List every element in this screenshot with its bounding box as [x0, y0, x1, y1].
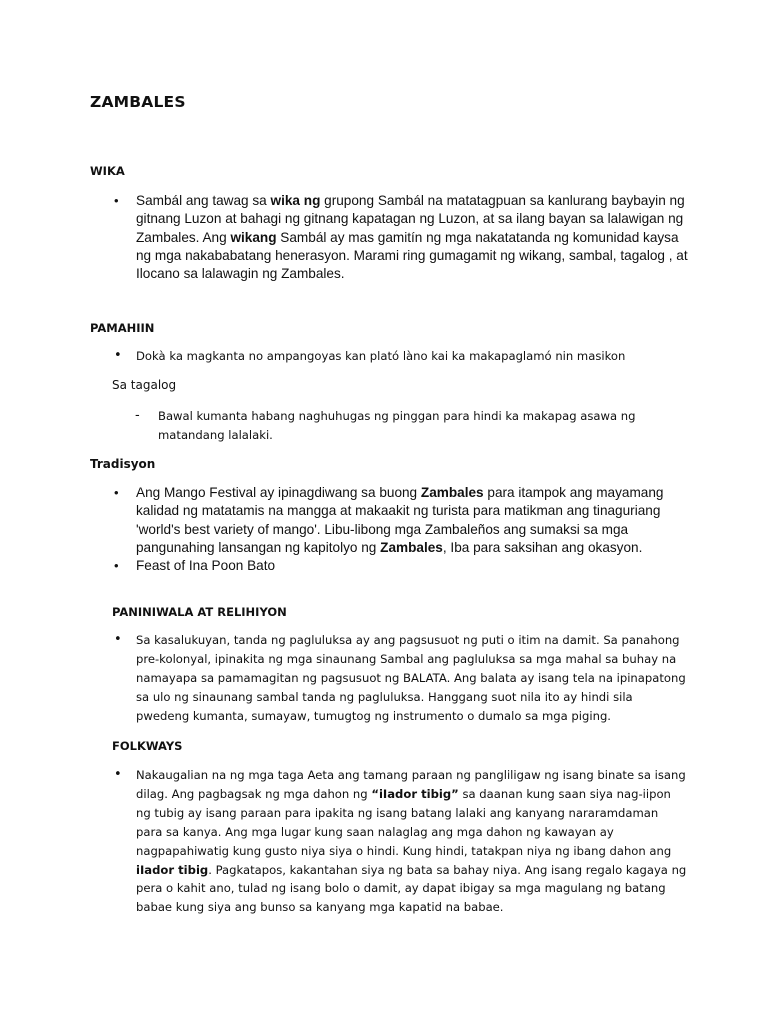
bullet-icon: • — [114, 485, 119, 500]
bullet-icon: • — [114, 348, 122, 363]
bold-term: iIador tibig — [136, 862, 209, 877]
bullet-icon: • — [114, 193, 119, 208]
bold-term: Zambales — [380, 539, 443, 555]
heading-wika: WIKA — [90, 164, 125, 178]
subheading-sa-tagalog: Sa tagalog — [112, 378, 177, 392]
tradisyon-list — [112, 484, 692, 575]
pamahiin-list — [112, 347, 672, 366]
folkways-list — [112, 766, 687, 917]
list-item: - Bawal kumanta habang naghuhugas ng pinggan para hindi ka makapag asawa ng matandang lalalaki. — [135, 408, 636, 442]
bold-term: Zambales — [420, 485, 484, 500]
paniniwala-list — [112, 631, 687, 726]
bold-term: “iIador tibig” — [371, 786, 459, 801]
bullet-icon: • — [114, 632, 122, 647]
list-item: • Ang Mango Festival ay ipinagdiwang sa buong Zambales para itampok ang mayamang kalidad ng matatamis na mangga at makaakit ng turista para matikman ang tinaguriang 'world's best variety of mango'. Libu-libong mga Zambaleños ang sumaksi sa mga pangunahing lansangan ng kapitolyo ng Zambales, Iba para saksihan ang okasyon. — [114, 485, 664, 555]
pamahiin-dash-list — [112, 407, 692, 445]
list-item: • Nakaugalian na ng mga taga Aeta ang tamang paraan ng pangliligaw ng isang binate sa isang dilag. Ang pagbagsak ng mga dahon ng “iIador tibig” sa daanan kung saan siya nag-iipon ng tubig ay isang paraan para ipakita ng isang batang lalaki ang kanyang nararamdaman para sa kanya. Ang mga lugar kung saan nalaglag ang mga dahon ng kawayan ay nagpapahiwatig kung gusto niya siya o hindi. Kung hindi, tatakpan niya ng ibang dahon ang iIador tibig. Pagkatapos, kakantahan siya ng bata sa bahay niya. Ang isang regalo kagaya ng pera o kahit ano, tulad ng isang bolo o damit, ay dapat ibigay sa mga magulang ng batang babae kung siya ang bunso sa kanyang mga kapatid na babae. — [114, 767, 687, 915]
heading-folkways: FOLKWAYS — [112, 739, 183, 753]
bullet-icon: • — [114, 558, 119, 574]
list-item: • Dokà ka magkanta no ampangoyas kan plató làno kai ka makapaglamó nin masikon — [112, 347, 672, 366]
list-item: • Sa kasalukuyan, tanda ng pagluluksa ay ang pagsusuot ng puti o itim na damit. Sa panahong pre-kolonyal, ipinakita ng mga sinaunang Sambal ang pagluluksa sa mga mahal sa buhay na namayapa sa pamamagitan ng pagsusuot ng BALATA. Ang balata ay isang tela na ipinapatong sa ulo ng sinaunang sambal tanda ng pagluluksa. Hanggang suot nila ito ay hindi sila pwedeng kumanta, sumayaw, tumugtog ng instrumento o dumalo sa mga piging. — [114, 632, 686, 723]
wika-list — [112, 192, 692, 283]
heading-paniniwala: PANINIWALA AT RELIHIYON — [112, 605, 287, 619]
heading-tradisyon: Tradisyon — [90, 457, 156, 471]
list-item: • Feast of Ina Poon Bato — [112, 557, 692, 575]
bold-term: wika ng — [270, 193, 321, 208]
bullet-icon: • — [114, 767, 122, 782]
heading-pamahiin: PAMAHIIN — [90, 321, 155, 335]
bold-term: wikang — [230, 229, 277, 245]
list-item: • Sambál ang tawag sa wika ng grupong Sambál na matatagpuan sa kanlurang baybayin ng gitnang Luzon at bahagi ng gitnang kapatagan ng Luzon, at sa ilang bayan sa lalawigan ng Zambales. Ang wikang Sambál ay mas gamitín ng mga nakatatanda ng komunidad kaysa ng mga nakababatang henerasyon. Marami ring gumagamit ng wikang, sambal, tagalog , at Ilocano sa lalawagin ng Zambales. — [114, 193, 688, 282]
page-title: ZAMBALES — [90, 93, 186, 111]
dash-icon: - — [135, 408, 140, 423]
